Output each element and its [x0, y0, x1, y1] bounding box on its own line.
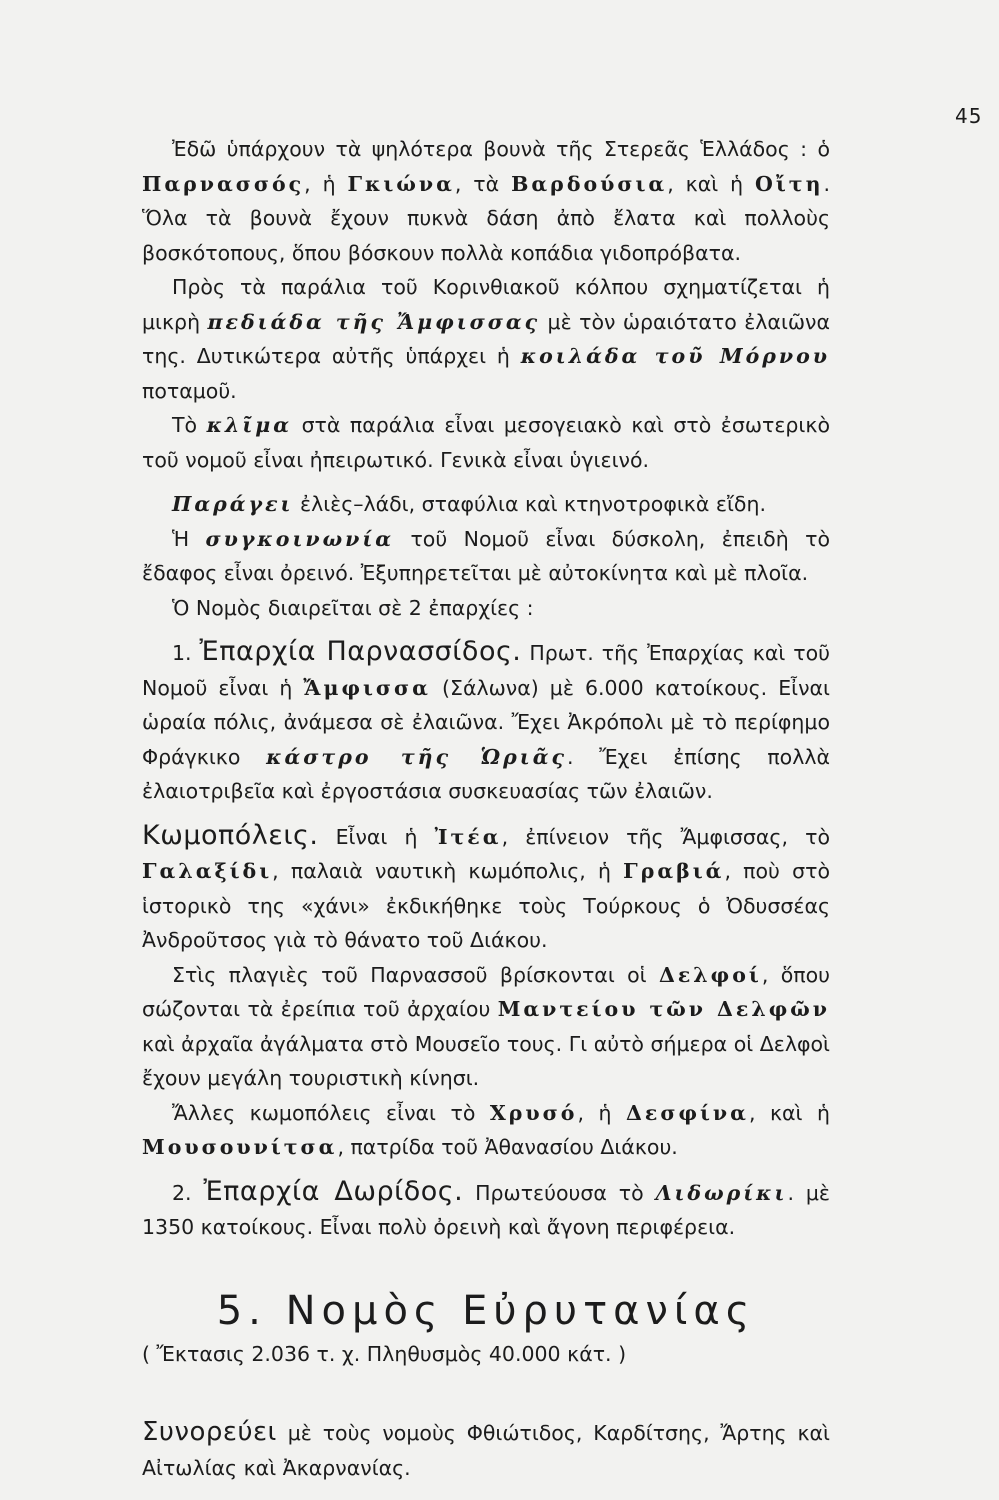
term-sygkoinonia: συγκοινωνία [205, 526, 395, 551]
term-vardousia: Βαρδούσια [511, 171, 668, 196]
paragraph-production: Παράγει ἐλιὲς–λάδι, σταφύλια καὶ κτηνοτροφικὰ εἴδη. [172, 492, 766, 516]
term-gravia: Γραβιά [623, 859, 725, 883]
page-number: 45 [955, 104, 983, 128]
term-mousounitsa: Μουσουνίτσα [142, 1135, 338, 1159]
term-galaxidi: Γαλαξίδι [142, 859, 273, 883]
paragraph-other-towns: Ἄλλες κωμοπόλεις εἶναι τὸ Χρυσό, ἡ Δεσφίνα, καὶ ἡ Μουσουνίτσα, πατρίδα τοῦ Ἀθανασίου Διάκου. [142, 1100, 830, 1159]
term-kastro-orias: κάστρο τῆς Ὡριᾶς [266, 744, 567, 769]
term-gkiona: Γκιώνα [347, 171, 455, 196]
heading-eparchia-doridos: Ἐπαρχία Δωρίδος. [203, 1175, 464, 1207]
heading-synoreyei: Συνορεύει [142, 1417, 277, 1447]
term-paragei: Παράγει [172, 492, 294, 516]
chapter-subtitle: ( Ἔκτασις 2.036 τ. χ. Πληθυσμὸς 40.000 κάτ. ) [142, 1341, 627, 1366]
paragraph-eparchia-doridos: 2. Ἐπαρχία Δωρίδος. Πρωτεύουσα τὸ Λιδωρίκι. μὲ 1350 κατοίκους. Εἶναι πολὺ ὀρεινὴ καὶ ἄγονη περιφέρεια. [142, 1175, 830, 1239]
paragraph-borders: Συνορεύει μὲ τοὺς νομοὺς Φθιώτιδος, Καρδίτσης, Ἄρτης καὶ Αἰτωλίας καὶ Ἀκαρνανίας. [142, 1417, 830, 1480]
paragraph-delfoi: Στὶς πλαγιὲς τοῦ Παρνασσοῦ βρίσκονται οἱ Δελφοί, ὅπου σώζονται τὰ ἐρείπια τοῦ ἀρχαίου Μαντείου τῶν Δελφῶν καὶ ἀρχαῖα ἀγάλματα στὸ Μουσεῖο τους. Γι αὐτὸ σήμερα οἱ Δελφοὶ ἔχουν μεγάλη τουριστικὴ κίνησι. [142, 962, 831, 1090]
term-parnassos: Παρνασσός [142, 171, 305, 196]
paragraph-plain: Πρὸς τὰ παράλια τοῦ Κορινθιακοῦ κόλπου σχηματίζεται ἡ μικρὴ πεδιάδα τῆς Ἄμφισσας μὲ τὸν ὡραιότατο ἐλαιῶνα της. Δυτικώτερα αὐτῆς ὑπάρχει ἡ κοιλάδα τοῦ Μόρνου ποταμοῦ. [142, 275, 831, 403]
term-desfina: Δεσφίνα [625, 1100, 749, 1125]
paragraph-transport: Ἡ συγκοινωνία τοῦ Νομοῦ εἶναι δύσκολη, ἐπειδὴ τὸ ἔδαφος εἶναι ὀρεινό. Ἐξυπηρετεῖται μὲ αὐτοκίνητα καὶ μὲ πλοῖα. [142, 526, 830, 585]
term-chryso: Χρυσό [489, 1100, 578, 1125]
term-lidoriki: Λιδωρίκι [655, 1180, 788, 1205]
paragraph-climate: Τὸ κλῖμα στὰ παράλια εἶναι μεσογειακὸ καὶ στὸ ἐσωτερικὸ τοῦ νομοῦ εἶναι ἠπειρωτικό. Γενικὰ εἶναι ὑγιεινό. [142, 413, 830, 472]
paragraph-komopoleis: Κωμοπόλεις. Εἶναι ἡ Ἰτέα, ἐπίνειον τῆς Ἄμφισσας, τὸ Γαλαξίδι, παλαιὰ ναυτικὴ κωμόπολις, ἡ Γραβιά, ποὺ στὸ ἱστορικὸ της «χάνι» ἐκδικήθηκε τοὺς Τούρκους ὁ Ὀδυσσέας Ἀνδροῦτσος γιὰ τὸ θάνατο τοῦ Διάκου. [142, 819, 830, 952]
page-body [142, 132, 830, 1485]
paragraph-mountains: Ἐδῶ ὑπάρχουν τὰ ψηλότερα βουνὰ τῆς Στερεᾶς Ἑλλάδος : ὁ Παρνασσός, ἡ Γκιώνα, τὰ Βαρδούσια, καὶ ἡ Οἴτη. Ὅλα τὰ βουνὰ ἔχουν πυκνὰ δάση ἀπὸ ἔλατα καὶ πολλοὺς βοσκότοπους, ὅπου βόσκουν πολλὰ κοπάδια γιδοπρόβατα. [142, 137, 831, 265]
term-itea: Ἰτέα [434, 824, 502, 849]
paragraph-divisions: Ὁ Νομὸς διαιρεῖται σὲ 2 ἐπαρχίες : [172, 595, 534, 620]
heading-komopoleis: Κωμοπόλεις. [142, 819, 319, 851]
term-manteio-delfon: Μαντείου τῶν Δελφῶν [497, 997, 831, 1021]
term-koilada-mornou: κοιλάδα τοῦ Μόρνου [520, 344, 831, 368]
term-delfoi: Δελφοί [658, 962, 762, 987]
term-oiti: Οἴτη [755, 171, 824, 196]
heading-eparchia-parnassidos: Ἐπαρχία Παρνασσίδος. [199, 636, 522, 667]
term-klima: κλῖμα [206, 413, 293, 437]
chapter-title: 5. Νομὸς Εὐρυτανίας [216, 1287, 756, 1334]
paragraph-eparchia-parnassidos: 1. Ἐπαρχία Παρνασσίδος. Πρωτ. τῆς Ἐπαρχίας καὶ τοῦ Νομοῦ εἶναι ἡ Ἄμφισσα (Σάλωνα) μὲ 6.000 κατοίκους. Εἶναι ὡραία πόλις, ἀνάμεσα σὲ ἐλαιῶνα. Ἔχει Ἀκρόπολι μὲ τὸ περίφημο Φράγκικο κάστρο τῆς Ὡριᾶς. Ἔχει ἐπίσης πολλὰ ἐλαιοτριβεῖα καὶ ἐργοστάσια συσκευασίας τῶν ἐλαιῶν. [142, 636, 831, 803]
term-amfissa: Ἄμφισσα [303, 675, 431, 700]
term-pediada-amfissas: πεδιάδα τῆς Ἄμφισσας [207, 309, 541, 334]
